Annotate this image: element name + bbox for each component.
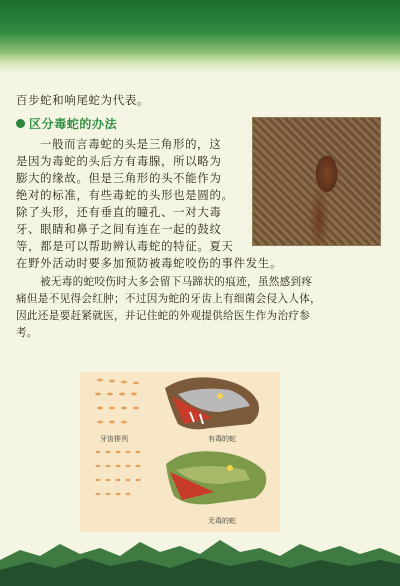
para1-line-1: 一般而言毒蛇的头是三角形的，这 [40, 137, 222, 151]
section-heading-text: 区分毒蛇的办法 [29, 116, 118, 131]
teeth-diagram-art [80, 372, 280, 532]
bullet-icon [16, 119, 25, 128]
label-venomous-snake: 有毒的蛇 [208, 435, 236, 443]
intro-line: 百步蛇和响尾蛇为代表。 [16, 93, 149, 107]
para2-line-2: 痛但是不见得会红肿；不过因为蛇的牙齿上有细菌会侵入人体， [16, 293, 322, 305]
top-green-band [0, 0, 400, 78]
para2-line-1: 被无毒的蛇咬伤时大多会留下马蹄状的痕迹，虽然感到疼 [40, 276, 313, 288]
para2-line-3: 因此还是要赶紧就医，并记住蛇的外观提供给医生作为治疗参 [16, 310, 311, 322]
para2-line-4: 考。 [16, 327, 38, 339]
label-nonvenomous-snake: 无毒的蛇 [208, 517, 236, 525]
snake-teeth-diagram [80, 372, 280, 532]
para1-line-6: 牙、眼睛和鼻子之间有连在一起的鼓纹 [16, 222, 222, 236]
para1-line-8: 在野外活动时要多加预防被毒蛇咬伤的事件发生。 [16, 256, 282, 270]
mountain-silhouette [0, 530, 400, 586]
section-heading [16, 114, 117, 132]
para1-line-2: 是因为毒蛇的头后方有毒腺，所以略为 [16, 154, 222, 168]
para1-line-3: 膨大的缘故。但是三角形的头不能作为 [16, 171, 222, 185]
para1-line-7: 等，都是可以帮助辨认毒蛇的特征。夏天 [16, 239, 234, 253]
snake-head-photo [252, 117, 381, 246]
para1-line-4: 绝对的标准，有些毒蛇的头形也是圆的。 [16, 188, 234, 202]
label-teeth-arrangement: 牙齿排列 [100, 435, 128, 443]
para1-line-5: 除了头形，还有垂直的瞳孔、一对大毒 [16, 205, 222, 219]
